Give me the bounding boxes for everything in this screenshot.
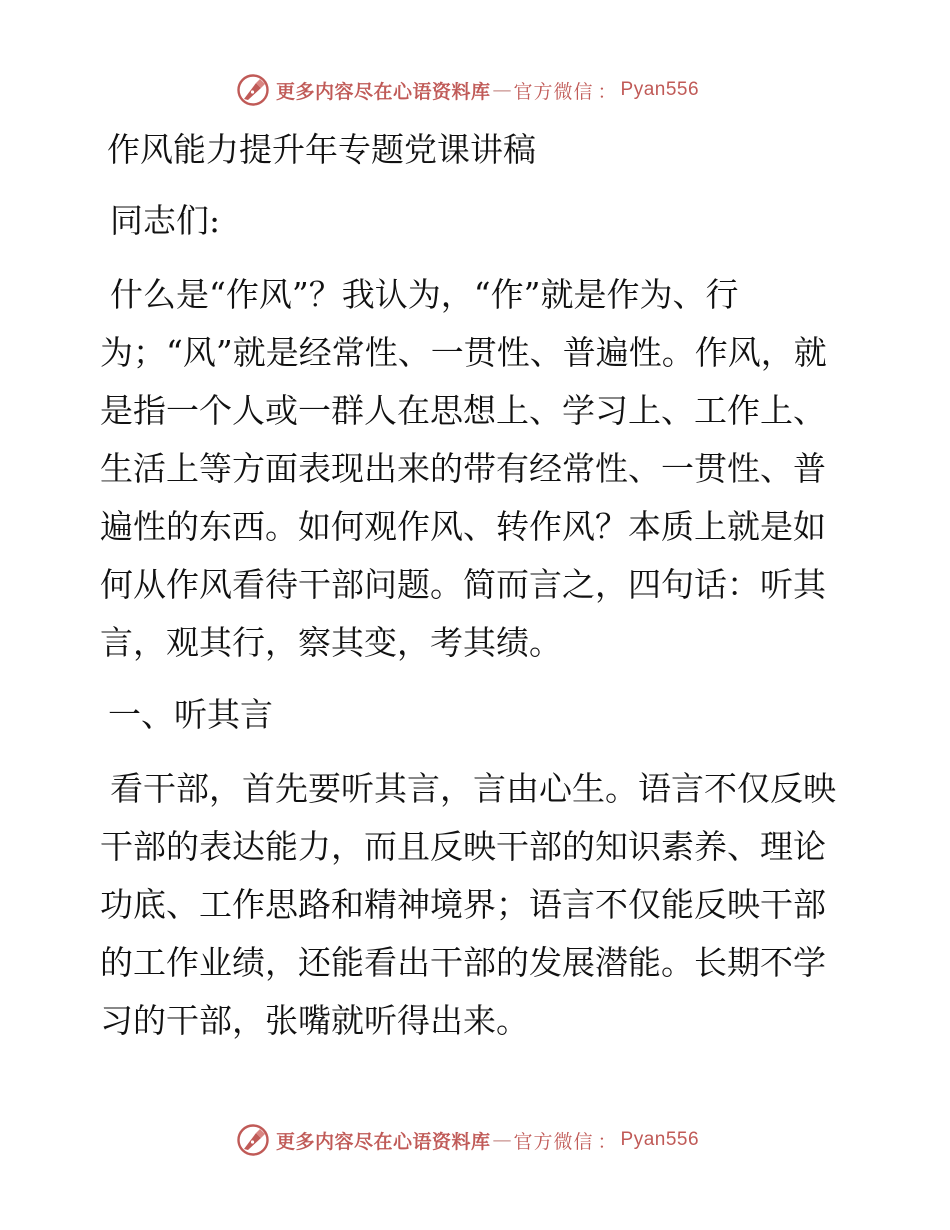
salutation: 同志们: [110, 201, 221, 240]
section-heading: 一、听其言 [108, 695, 273, 734]
banner-dash: — [492, 79, 512, 101]
wechat-id: Pyan556 [620, 79, 700, 100]
document-title: 作风能力提升年专题党课讲稿 [107, 130, 536, 169]
pen-nib-logo-icon [236, 1123, 270, 1157]
wechat-label: 官方微信 [513, 1130, 594, 1153]
banner-colon: ： [597, 1130, 617, 1153]
section-paragraph: 看干部，首先要听其言，言由心生。语言不仅反映干部的表达能力，而且反映干部的知识素养、理论功底、工作思路和精神境界；语言不仅能反映干部的工作业绩，还能看出干部的发展潜能。长期不学习的干部，张嘴就听得出来。 [100, 769, 836, 1040]
banner-dash: — [492, 1129, 512, 1151]
site-name: 更多内容尽在心语资料库 [276, 80, 491, 103]
header-watermark [236, 70, 716, 110]
site-name: 更多内容尽在心语资料库 [276, 1130, 491, 1153]
pen-nib-logo-icon [236, 73, 270, 107]
intro-paragraph: 什么是“作风”？我认为，“作”就是作为、行为；“风”就是经常性、一贯性、普遍性。作风，就是指一个人或一群人在思想上、学习上、工作上、生活上等方面表现出来的带有经常性、一贯性、普遍性的东西。如何观作风、转作风？本质上就是如何从作风看待干部问题。简而言之，四句话：听其言，观其行，察其变，考其绩。 [100, 275, 827, 662]
footer-watermark [236, 1120, 716, 1160]
wechat-id: Pyan556 [620, 1129, 700, 1150]
banner-colon: ： [597, 80, 617, 103]
document-body [100, 124, 852, 1050]
wechat-label: 官方微信 [513, 80, 594, 103]
